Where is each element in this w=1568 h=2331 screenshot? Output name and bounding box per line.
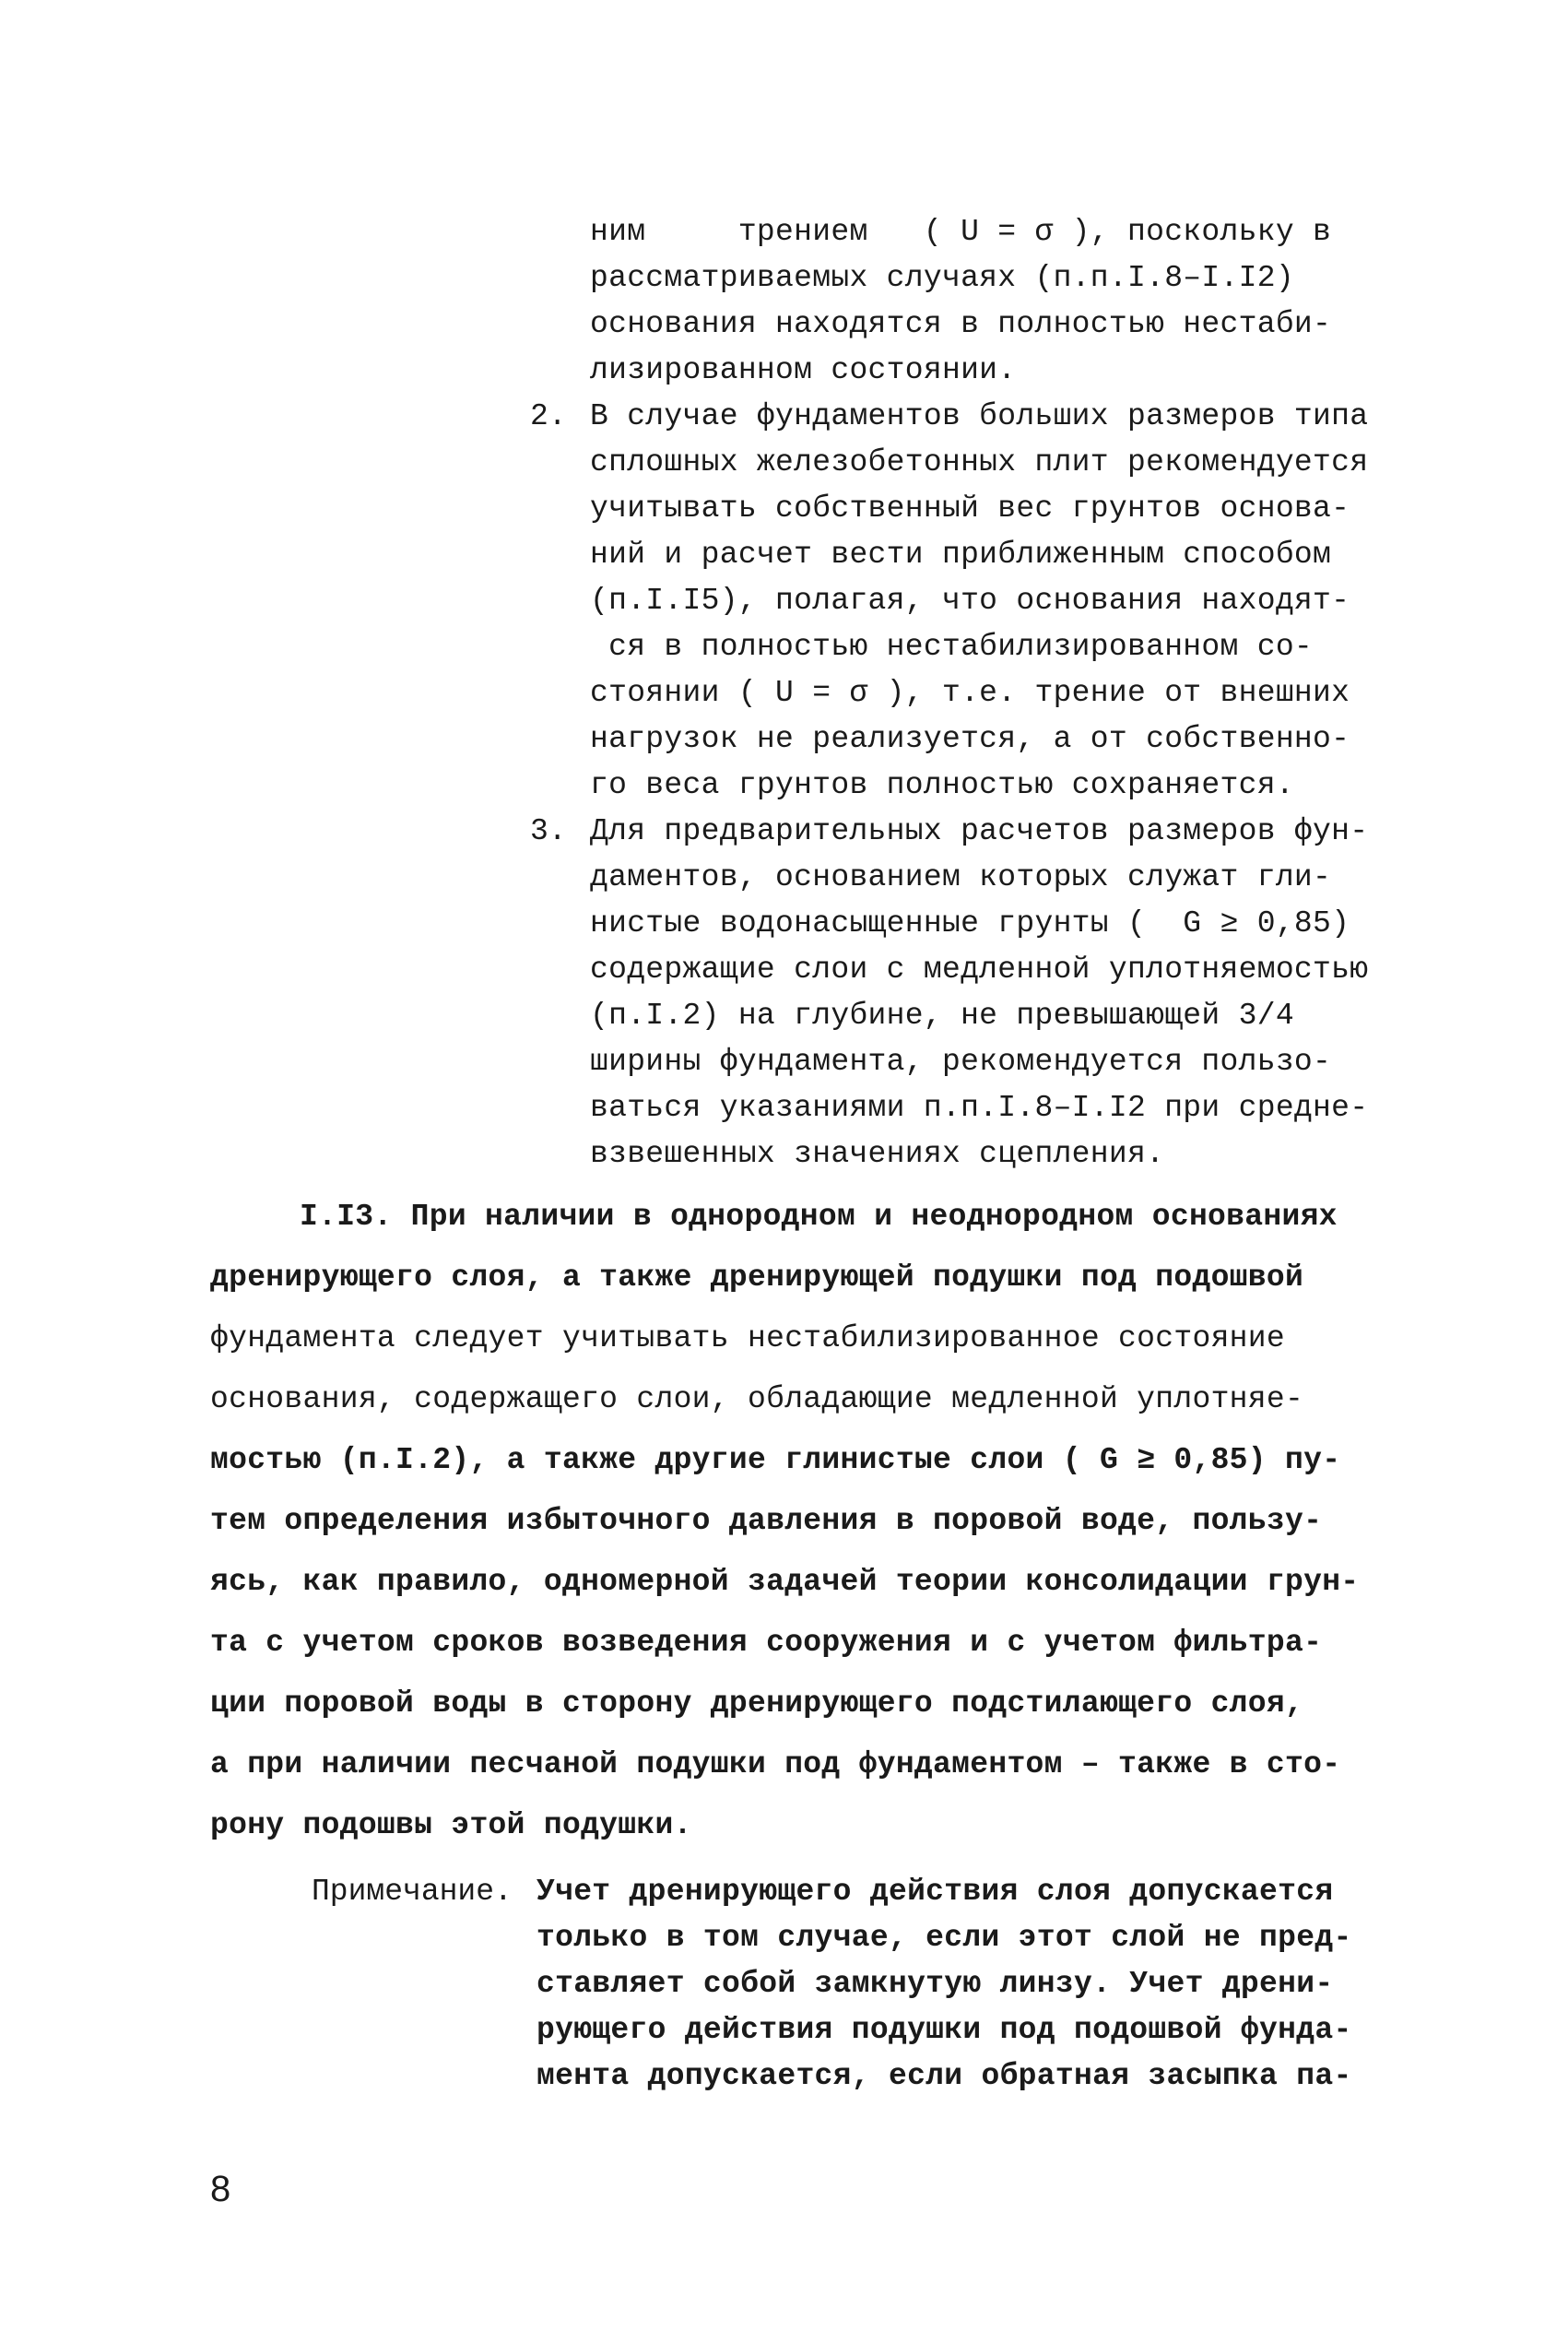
item-line: (п.I.I5), полагая, что основания находят- [590, 584, 1350, 618]
note-line: мента допускается, если обратная засыпка па- [536, 2059, 1352, 2093]
continuation-line: основания находятся в полностью нестаби- [590, 307, 1332, 341]
item-line: нистые водонасыщенные грунты ( G ≥ 0,85) [590, 906, 1350, 941]
item-line: Для предварительных расчетов размеров фун- [590, 814, 1369, 848]
section-line: тем определения избыточного давления в поровой воде, пользу- [210, 1504, 1323, 1538]
section-line: рону подошвы этой подушки. [210, 1808, 692, 1842]
section-line: та с учетом сроков возведения сооружения и с учетом фильтра- [210, 1626, 1323, 1660]
continuation-line: рассматриваемых случаях (п.п.I.8–I.I2) [590, 261, 1294, 295]
section-line: ясь, как правило, одномерной задачей теории консолидации грун- [210, 1565, 1360, 1599]
item-line: даментов, основанием которых служат гли- [590, 860, 1332, 894]
section-line: ции поровой воды в сторону дренирующего подстилающего слоя, [210, 1686, 1304, 1721]
item-line: содержащие слои с медленной уплотняемостью [590, 953, 1369, 987]
continuation-line: лизированном состоянии. [590, 353, 1017, 387]
item-number: 3. [530, 814, 567, 848]
page-number: 8 [210, 2169, 231, 2209]
section-line: мостью (п.I.2), а также другие глинистые слои ( G ≥ 0,85) пу- [210, 1443, 1341, 1477]
item-line: (п.I.2) на глубине, не превышающей 3/4 [590, 999, 1294, 1033]
item-line: ширины фундамента, рекомендуется пользо- [590, 1045, 1332, 1079]
note-line: ставляет собой замкнутую линзу. Учет дрени- [536, 1967, 1334, 2001]
section-line: основания, содержащего слои, обладающие медленной уплотняе- [210, 1382, 1304, 1416]
section-line: фундамента следует учитывать нестабилизированное состояние [210, 1321, 1285, 1355]
section-line: а при наличии песчаной подушки под фундаментом – также в сто- [210, 1747, 1341, 1781]
note-line: Учет дренирующего действия слоя допускается [536, 1875, 1334, 1909]
section-line: I.I3. При наличии в однородном и неоднородном основаниях [300, 1200, 1338, 1234]
note-line: рующего действия подушки под подошвой фунда- [536, 2013, 1352, 2047]
item-line: ся в полностью нестабилизированном со- [590, 630, 1314, 664]
item-line: взвешенных значениях сцепления. [590, 1137, 1165, 1171]
item-line: ваться указаниями п.п.I.8–I.I2 при средне- [590, 1091, 1369, 1125]
note-label: Примечание. [312, 1875, 513, 1909]
item-line: нагрузок не реализуется, а от собственно- [590, 722, 1350, 756]
item-line: учитывать собственный вес грунтов основа- [590, 491, 1350, 526]
item-line: го веса грунтов полностью сохраняется. [590, 768, 1294, 802]
section-line: дренирующего слоя, а также дренирующей подушки под подошвой [210, 1260, 1304, 1295]
item-line: ний и расчет вести приближенным способом [590, 538, 1332, 572]
item-line: сплошных железобетонных плит рекомендуется [590, 445, 1369, 479]
item-number: 2. [530, 399, 567, 433]
item-line: стоянии ( U = σ ), т.е. трение от внешних [590, 676, 1350, 710]
note-line: только в том случае, если этот слой не пред- [536, 1921, 1352, 1955]
item-line: В случае фундаментов больших размеров типа [590, 399, 1369, 433]
continuation-line: ним трением ( U = σ ), поскольку в [590, 215, 1332, 249]
